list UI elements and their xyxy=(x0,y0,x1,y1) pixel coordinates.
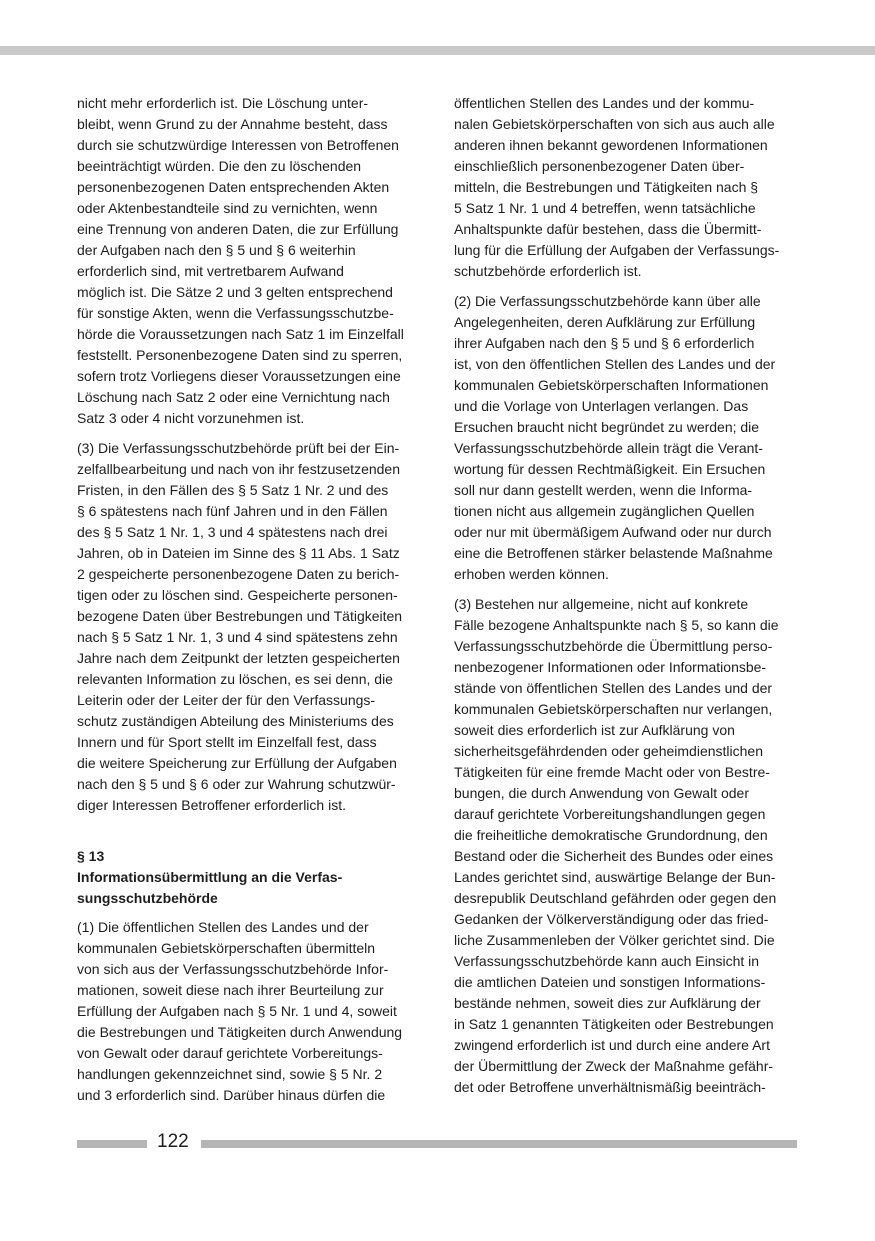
text-line: die weitere Speicherung zur Erfüllung der Aufgaben xyxy=(77,755,397,771)
text-line: sungsschutzbehörde xyxy=(77,890,218,906)
text-line: und 3 erforderlich sind. Darüber hinaus dürfen die xyxy=(77,1087,386,1103)
text-line: nenbezogener Informationen oder Informationsbe- xyxy=(454,659,767,675)
text-line: 2 gespeicherte personenbezogene Daten zu berich- xyxy=(77,566,400,582)
text-line: desrepublik Deutschland gefährden oder gegen den xyxy=(454,890,777,906)
text-line: Gedanken der Völkerverständigung oder das fried- xyxy=(454,911,769,927)
text-line: öffentlichen Stellen des Landes und der kommu- xyxy=(454,95,755,111)
text-line: Löschung nach Satz 2 oder eine Vernichtung nach xyxy=(77,389,390,405)
text-line: darauf gerichtete Vorbereitungshandlungen gegen xyxy=(454,806,766,822)
text-line: ist, von den öffentlichen Stellen des Landes und der xyxy=(454,356,776,372)
text-line: Bestand oder die Sicherheit des Bundes oder eines xyxy=(454,848,774,864)
paragraph xyxy=(77,438,423,816)
text-line: nalen Gebietskörperschaften von sich aus auch alle xyxy=(454,116,775,132)
text-line: Innern und für Sport stellt im Einzelfall fest, dass xyxy=(77,734,377,750)
text-line: Verfassungsschutzbehörde die Übermittlung perso- xyxy=(454,638,773,654)
text-line: in Satz 1 genannten Tätigkeiten oder Bestrebungen xyxy=(454,1016,774,1032)
text-line: (3) Bestehen nur allgemeine, nicht auf konkrete xyxy=(454,596,749,612)
text-line: sicherheitsgefährdenden oder geheimdienstlichen xyxy=(454,743,763,759)
text-line: die Bestrebungen und Tätigkeiten durch Anwendung xyxy=(77,1024,403,1040)
text-line: (1) Die öffentlichen Stellen des Landes und der xyxy=(77,919,369,935)
text-line: Verfassungsschutzbehörde allein trägt die Verant- xyxy=(454,440,763,456)
text-line: bleibt, wenn Grund zu der Annahme besteht, dass xyxy=(77,116,388,132)
text-line: bestände nehmen, soweit dies zur Aufklärung der xyxy=(454,995,761,1011)
text-line: (2) Die Verfassungsschutzbehörde kann über alle xyxy=(454,293,761,309)
text-line: § 6 spätestens nach fünf Jahren und in den Fällen xyxy=(77,503,388,519)
text-line: oder nur mit übermäßigem Aufwand oder nur durch xyxy=(454,524,772,540)
text-line: schutzbehörde erforderlich ist. xyxy=(454,263,642,279)
text-line: tionen nicht aus allgemein zugänglichen Quellen xyxy=(454,503,755,519)
paragraph xyxy=(454,291,800,585)
text-line: zwingend erforderlich ist und durch eine andere Art xyxy=(454,1037,770,1053)
text-line: oder Aktenbestandteile sind zu vernichten, wenn xyxy=(77,200,378,216)
footer-bar-left xyxy=(77,1140,147,1148)
text-line: mationen, soweit diese nach ihrer Beurteilung zur xyxy=(77,982,384,998)
text-line: von Gewalt oder darauf gerichtete Vorbereitungs- xyxy=(77,1045,383,1061)
text-line: nicht mehr erforderlich ist. Die Löschung unter- xyxy=(77,95,369,111)
text-line: Verfassungsschutzbehörde kann auch Einsicht in xyxy=(454,953,760,969)
text-line: und die Vorlage von Unterlagen verlangen. Das xyxy=(454,398,749,414)
text-line: erforderlich sind, mit vertretbarem Aufwand xyxy=(77,263,344,279)
text-line: § 13 xyxy=(77,848,105,864)
text-line: der Aufgaben nach den § 5 und § 6 weiterhin xyxy=(77,242,356,258)
text-line: von sich aus der Verfassungsschutzbehörde Infor- xyxy=(77,961,389,977)
text-line: det oder Betroffene unverhältnismäßig beeinträch- xyxy=(454,1079,766,1095)
text-line: Ersuchen braucht nicht begründet zu werden; die xyxy=(454,419,760,435)
page-number: 122 xyxy=(157,1131,189,1152)
text-line: erhoben werden können. xyxy=(454,566,609,582)
text-line: der Übermittlung der Zweck der Maßnahme gefähr- xyxy=(454,1058,774,1074)
top-decorative-bar xyxy=(0,46,875,55)
text-line: (3) Die Verfassungsschutzbehörde prüft bei der Ein- xyxy=(77,440,400,456)
text-line: bungen, die durch Anwendung von Gewalt oder xyxy=(454,785,749,801)
text-line: die amtlichen Dateien und sonstigen Informations- xyxy=(454,974,766,990)
text-line: ihrer Aufgaben nach den § 5 und § 6 erforderlich xyxy=(454,335,755,351)
text-line: des § 5 Satz 1 Nr. 1, 3 und 4 spätestens nach drei xyxy=(77,524,388,540)
text-line: wortung für dessen Rechtmäßigkeit. Ein Ersuchen xyxy=(454,461,766,477)
text-line: zelfallbearbeitung und nach von ihr festzusetzenden xyxy=(77,461,400,477)
text-line: diger Interessen Betroffener erforderlich ist. xyxy=(77,797,346,813)
section-heading xyxy=(77,846,423,909)
text-line: kommunalen Gebietskörperschaften nur verlangen, xyxy=(454,701,773,717)
text-line: hörde die Voraussetzungen nach Satz 1 im Einzelfall xyxy=(77,326,404,342)
text-line: anderen ihnen bekannt gewordenen Informationen xyxy=(454,137,768,153)
text-line: Informationsübermittlung an die Verfas- xyxy=(77,869,343,885)
text-line: möglich ist. Die Sätze 2 und 3 gelten entsprechend xyxy=(77,284,393,300)
text-line: feststellt. Personenbezogene Daten sind zu sperren, xyxy=(77,347,403,363)
text-line: nach den § 5 und § 6 oder zur Wahrung schutzwür- xyxy=(77,776,396,792)
text-line: Jahren, ob in Dateien im Sinne des § 11 Abs. 1 Satz xyxy=(77,545,400,561)
text-line: bezogene Daten über Bestrebungen und Tätigkeiten xyxy=(77,608,403,624)
right-text-column xyxy=(454,93,800,1107)
text-line: einschließlich personenbezogener Daten über- xyxy=(454,158,745,174)
text-line: Anhaltspunkte dafür bestehen, dass die Übermitt- xyxy=(454,221,762,237)
text-line: Landes gerichtet sind, auswärtige Belange der Bun- xyxy=(454,869,776,885)
text-line: Leiterin oder der Leiter der für den Verfassungs- xyxy=(77,692,376,708)
text-line: kommunalen Gebietskörperschaften Informationen xyxy=(454,377,769,393)
text-line: soweit dies erforderlich ist zur Aufklärung von xyxy=(454,722,735,738)
paragraph xyxy=(454,594,800,1098)
text-line: relevanten Information zu löschen, es sei denn, die xyxy=(77,671,393,687)
text-line: soll nur dann gestellt werden, wenn die Informa- xyxy=(454,482,753,498)
text-line: tigen oder zu löschen sind. Gespeicherte personen- xyxy=(77,587,398,603)
text-line: personenbezogenen Daten entsprechenden Akten xyxy=(77,179,390,195)
text-line: für sonstige Akten, wenn die Verfassungsschutzbe- xyxy=(77,305,394,321)
text-line: kommunalen Gebietskörperschaften übermitteln xyxy=(77,940,376,956)
text-line: eine die Betroffenen stärker belastende Maßnahme xyxy=(454,545,773,561)
text-line: nach § 5 Satz 1 Nr. 1, 3 und 4 sind spätestens zehn xyxy=(77,629,398,645)
text-line: stände von öffentlichen Stellen des Landes und der xyxy=(454,680,773,696)
text-line: durch sie schutzwürdige Interessen von Betroffenen xyxy=(77,137,399,153)
text-line: Angelegenheiten, deren Aufklärung zur Erfüllung xyxy=(454,314,756,330)
left-text-column xyxy=(77,93,423,1115)
text-line: liche Zusammenleben der Völker gerichtet sind. Die xyxy=(454,932,775,948)
text-line: beeinträchtigt würden. Die den zu löschenden xyxy=(77,158,362,174)
text-line: Fälle bezogene Anhaltspunkte nach § 5, so kann die xyxy=(454,617,779,633)
text-line: sofern trotz Vorliegens dieser Voraussetzungen eine xyxy=(77,368,401,384)
text-line: Satz 3 oder 4 nicht vorzunehmen ist. xyxy=(77,410,305,426)
text-line: 5 Satz 1 Nr. 1 und 4 betreffen, wenn tatsächliche xyxy=(454,200,756,216)
text-line: Tätigkeiten für eine fremde Macht oder von Bestre- xyxy=(454,764,770,780)
text-line: lung für die Erfüllung der Aufgaben der Verfassungs- xyxy=(454,242,780,258)
text-line: Erfüllung der Aufgaben nach § 5 Nr. 1 und 4, soweit xyxy=(77,1003,397,1019)
footer-bar-right xyxy=(201,1140,797,1148)
text-line: schutz zuständigen Abteilung des Ministeriums des xyxy=(77,713,394,729)
text-line: mitteln, die Bestrebungen und Tätigkeiten nach § xyxy=(454,179,759,195)
paragraph xyxy=(77,93,423,429)
text-line: Fristen, in den Fällen des § 5 Satz 1 Nr. 2 und des xyxy=(77,482,389,498)
text-line: handlungen gekennzeichnet sind, sowie § 5 Nr. 2 xyxy=(77,1066,383,1082)
paragraph xyxy=(77,917,423,1106)
text-line: eine Trennung von anderen Daten, die zur Erfüllung xyxy=(77,221,399,237)
text-line: die freiheitliche demokratische Grundordnung, den xyxy=(454,827,768,843)
paragraph xyxy=(454,93,800,282)
text-line: Jahre nach dem Zeitpunkt der letzten gespeicherten xyxy=(77,650,400,666)
